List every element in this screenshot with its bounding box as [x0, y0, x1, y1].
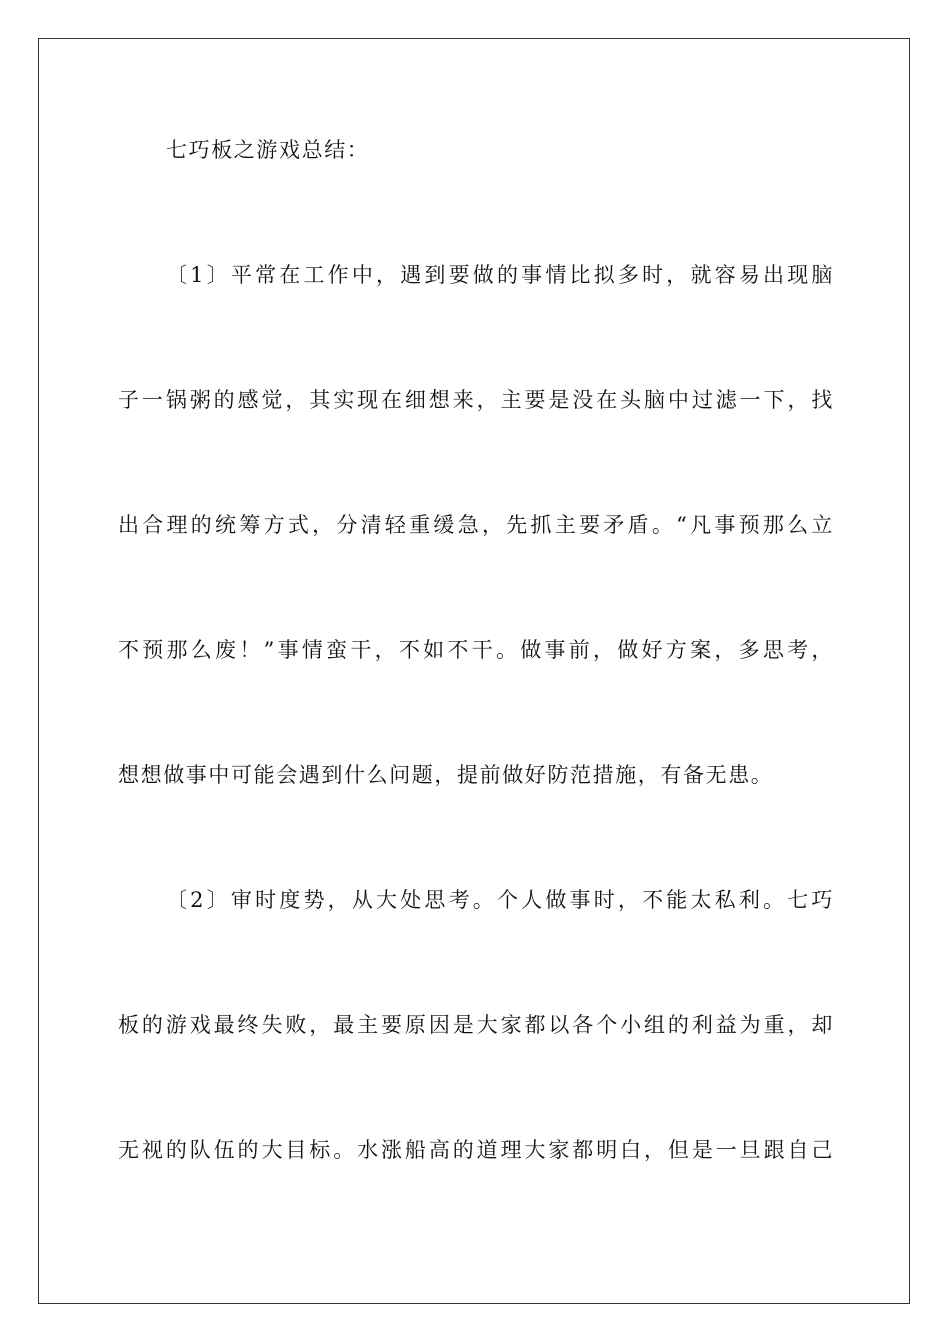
paragraph-2-line-3: 无视的队伍的大目标。水涨船高的道理大家都明白，但是一旦跟自己	[118, 1138, 834, 1162]
paragraph-1-line-1: 〔1〕平常在工作中，遇到要做的事情比拟多时，就容易出现脑	[166, 263, 834, 287]
paragraph-1-line-4: 不预那么废！”事情蛮干，不如不干。做事前，做好方案，多思考，	[118, 638, 834, 662]
paragraph-2-line-1: 〔2〕审时度势，从大处思考。个人做事时，不能太私利。七巧	[166, 888, 834, 912]
paragraph-2-line-2: 板的游戏最终失败，最主要原因是大家都以各个小组的利益为重，却	[118, 1013, 834, 1037]
paragraph-1-line-3: 出合理的统筹方式，分清轻重缓急，先抓主要矛盾。“凡事预那么立	[118, 513, 834, 537]
page-border	[38, 38, 910, 1304]
paragraph-1-line-2: 子一锅粥的感觉，其实现在细想来，主要是没在头脑中过滤一下，找	[118, 388, 834, 412]
paragraph-1-line-5: 想想做事中可能会遇到什么问题，提前做好防范措施，有备无患。	[118, 763, 774, 787]
document-heading: 七巧板之游戏总结：	[166, 138, 370, 162]
